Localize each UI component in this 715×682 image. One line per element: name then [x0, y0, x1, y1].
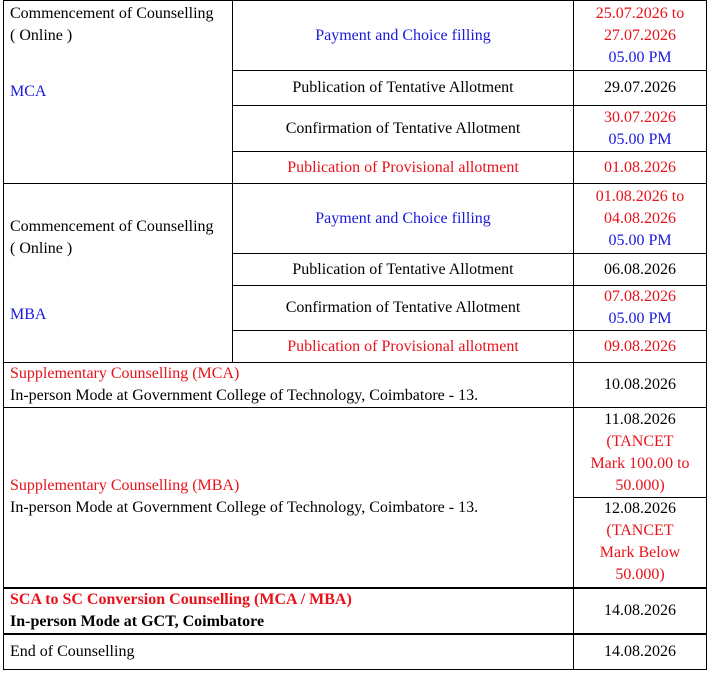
supp-mba-venue: In-person Mode at Government College of Technology, Coimbatore - 13. — [10, 499, 479, 517]
mba-date-payment: 01.08.2026 to 04.08.2026 05.00 PM — [574, 184, 707, 254]
sca-cell — [4, 588, 574, 634]
mba-event-payment: Payment and Choice filling — [233, 184, 574, 254]
mca-commencement: Commencement of Counselling — [10, 5, 214, 22]
mba-event-provisional: Publication of Provisional allotment — [233, 331, 574, 363]
mba-mode: ( Online ) — [10, 240, 73, 257]
supp-mba-date-2: 12.08.2026 (TANCET Mark Below 50.000) — [574, 498, 707, 588]
end-row — [4, 634, 707, 670]
mca-program-label: MCA — [10, 83, 47, 100]
mba-event-confirmation: Confirmation of Tentative Allotment — [233, 286, 574, 331]
mca-date-tentative: 29.07.2026 — [574, 71, 707, 106]
mba-program-label: MBA — [10, 306, 47, 323]
mca-event-payment: Payment and Choice filling — [233, 1, 574, 71]
end-label: End of Counselling — [4, 634, 574, 670]
supp-mca-row — [4, 363, 707, 408]
mba-date-provisional: 09.08.2026 — [574, 331, 707, 363]
mca-event-confirmation: Confirmation of Tentative Allotment — [233, 106, 574, 152]
mca-program-cell — [4, 1, 233, 184]
supp-mca-date: 10.08.2026 — [574, 363, 707, 408]
supp-mca-cell — [4, 363, 574, 408]
supp-mca-title: Supplementary Counselling (MCA) — [10, 365, 240, 382]
mba-commencement: Commencement of Counselling — [10, 218, 214, 235]
mca-date-payment: 25.07.2026 to 27.07.2026 05.00 PM — [574, 1, 707, 71]
mba-program-cell — [4, 184, 233, 363]
mba-row-payment — [4, 184, 707, 254]
sca-row — [4, 588, 707, 634]
counselling-schedule-table — [3, 0, 707, 670]
mca-mode: ( Online ) — [10, 27, 73, 44]
supp-mca-venue: In-person Mode at Government College of Technology, Coimbatore - 13. — [10, 387, 479, 404]
sca-date: 14.08.2026 — [574, 588, 707, 634]
mca-row-payment — [4, 1, 707, 71]
supp-mba-cell — [4, 408, 574, 588]
mba-date-tentative: 06.08.2026 — [574, 254, 707, 286]
supp-mba-row-1 — [4, 408, 707, 498]
mca-date-confirmation: 30.07.2026 05.00 PM — [574, 106, 707, 152]
sca-title: SCA to SC Conversion Counselling (MCA / MBA) — [10, 590, 352, 608]
mca-event-provisional: Publication of Provisional allotment — [233, 152, 574, 184]
sca-venue: In-person Mode at GCT, Coimbatore — [10, 612, 265, 630]
mba-date-confirmation: 07.08.2026 05.00 PM — [574, 286, 707, 331]
mba-event-tentative: Publication of Tentative Allotment — [233, 254, 574, 286]
end-date: 14.08.2026 — [574, 634, 707, 670]
supp-mba-date-1: 11.08.2026 (TANCET Mark 100.00 to 50.000) — [574, 408, 707, 498]
mca-date-provisional: 01.08.2026 — [574, 152, 707, 184]
mca-event-tentative: Publication of Tentative Allotment — [233, 71, 574, 106]
supp-mba-title: Supplementary Counselling (MBA) — [10, 477, 240, 495]
